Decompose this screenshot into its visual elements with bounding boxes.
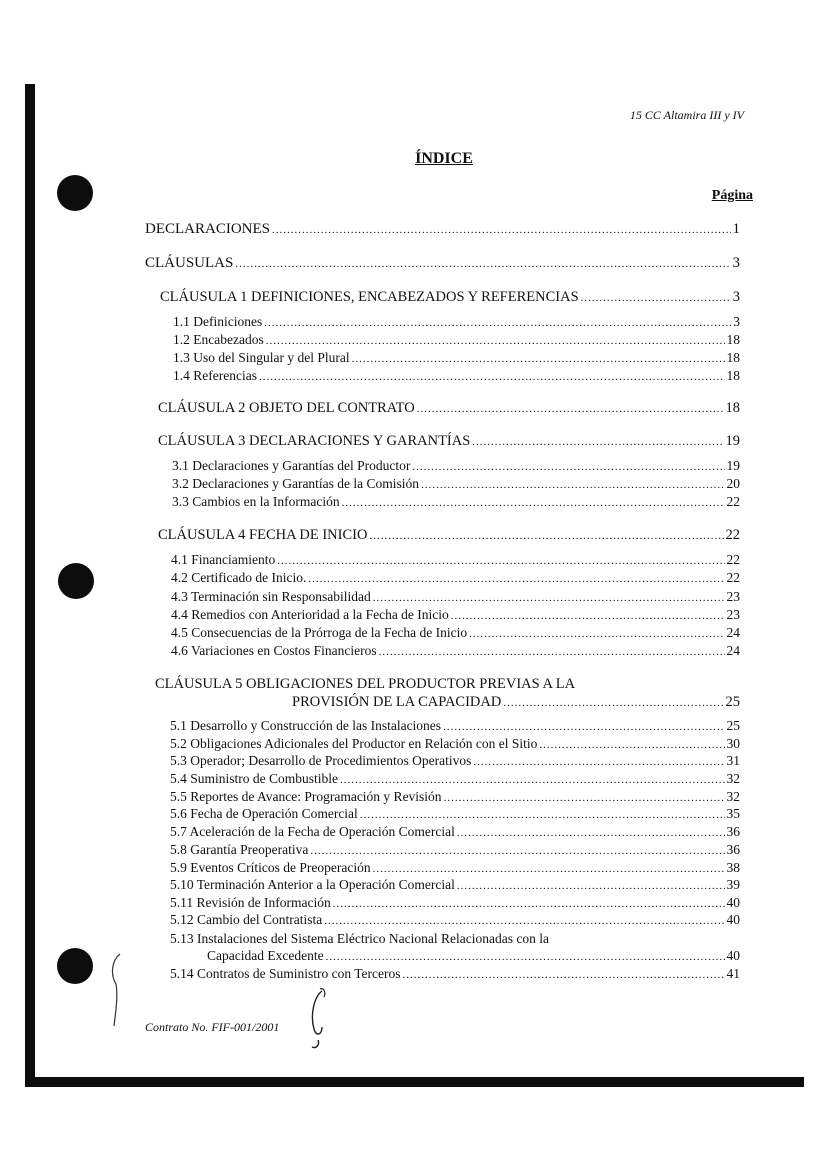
toc-entry-1-1[interactable] — [173, 314, 740, 330]
toc-entry-3-2[interactable] — [172, 476, 740, 492]
toc-entry-title: 1.3 Uso del Singular y del Plural — [173, 350, 350, 365]
toc-entry-5-8[interactable] — [170, 842, 740, 858]
toc-entry-title: CLÁUSULA 3 DECLARACIONES Y GARANTÍAS — [158, 433, 471, 449]
toc-entry-4-1[interactable] — [171, 552, 740, 568]
toc-entry-5-10[interactable] — [170, 877, 740, 893]
toc-entry-title: 5.8 Garantía Preoperativa — [170, 842, 309, 857]
toc-entry-1-3[interactable] — [173, 350, 740, 366]
toc-entry-3-1[interactable] — [172, 458, 740, 474]
toc-entry-page: 23 — [726, 589, 740, 604]
toc-entry-title: 5.14 Contratos de Suministro con Terceros — [170, 966, 401, 981]
toc-entry-page: 22 — [725, 527, 740, 543]
toc-entry-5-13[interactable] — [207, 948, 740, 964]
toc-entry-page: 39 — [726, 877, 740, 892]
toc-entry-title: 5.2 Obligaciones Adicionales del Productor en Relación con el Sitio — [170, 736, 538, 751]
toc-entry-5-13-line1: 5.13 Instalaciones del Sistema Eléctrico Nacional Relacionadas con la — [170, 931, 549, 946]
toc-entry-5-7[interactable] — [170, 824, 740, 840]
toc-entry-title: 5.10 Terminación Anterior a la Operación Comercial — [170, 877, 455, 892]
toc-entry-title: 5.9 Eventos Críticos de Preoperación — [170, 860, 371, 875]
toc-entry-5-12[interactable] — [170, 912, 740, 928]
toc-entry-title: 1.2 Encabezados — [173, 332, 264, 347]
toc-entry-clausula-2[interactable] — [158, 400, 740, 417]
punch-hole-middle — [58, 563, 94, 599]
toc-entry-title: Capacidad Excedente — [207, 948, 324, 963]
toc-entry-4-3[interactable] — [171, 589, 740, 605]
toc-entry-page: 18 — [726, 368, 740, 383]
toc-entry-title: 4.2 Certificado de Inicio. — [171, 570, 307, 585]
page-column-label: Página — [711, 188, 753, 203]
toc-entry-page: 32 — [726, 771, 740, 786]
toc-entry-page: 40 — [726, 948, 740, 963]
toc-entry-page: 19 — [725, 433, 740, 449]
toc-entry-5-14[interactable] — [170, 966, 740, 982]
toc-entry-title: CLÁUSULA 2 OBJETO DEL CONTRATO — [158, 400, 415, 416]
toc-entry-title: 5.5 Reportes de Avance: Programación y Revisión — [170, 789, 442, 804]
toc-entry-page: 18 — [725, 400, 740, 416]
scan-border-left — [25, 84, 35, 1087]
punch-hole-top — [57, 175, 93, 211]
toc-entry-page: 20 — [726, 476, 740, 491]
toc-entry-page: 36 — [726, 824, 740, 839]
toc-entry-title: 5.4 Suministro de Combustible — [170, 771, 339, 786]
toc-entry-title: CLÁUSULA 1 DEFINICIONES, ENCABEZADOS Y REFERENCIAS — [160, 289, 579, 305]
handwritten-initials-icon — [300, 985, 340, 1055]
toc-entry-page: 22 — [726, 552, 740, 567]
document-reference: 15 CC Altamira III y IV — [629, 108, 744, 122]
toc-entry-page: 24 — [726, 625, 740, 640]
toc-entry-page: 25 — [726, 718, 740, 733]
toc-entry-page: 22 — [726, 570, 740, 585]
toc-entry-page: 18 — [726, 350, 740, 365]
toc-entry-page: 24 — [726, 643, 740, 658]
toc-entry-1-4[interactable] — [173, 368, 740, 384]
toc-entry-title: 4.1 Financiamiento — [171, 552, 276, 567]
toc-entry-page: 41 — [726, 966, 740, 981]
toc-entry-page: 3 — [732, 289, 740, 305]
toc-entry-title: CLÁUSULAS — [145, 255, 234, 271]
toc-entry-5-11[interactable] — [170, 895, 740, 911]
toc-entry-clausula-1[interactable] — [160, 289, 740, 306]
toc-entry-title: 4.4 Remedios con Anterioridad a la Fecha de Inicio — [171, 607, 449, 622]
toc-entry-4-5[interactable] — [171, 625, 740, 641]
toc-entry-5-5[interactable] — [170, 789, 740, 805]
toc-entry-5-4[interactable] — [170, 771, 740, 787]
toc-entry-clausula-3[interactable] — [158, 433, 740, 450]
toc-entry-page: 40 — [726, 912, 740, 927]
toc-entry-clausula-4[interactable] — [158, 527, 740, 544]
toc-entry-page: 23 — [726, 607, 740, 622]
toc-entry-title: 4.5 Consecuencias de la Prórroga de la Fecha de Inicio — [171, 625, 468, 640]
toc-entry-title: 4.3 Terminación sin Responsabilidad — [171, 589, 371, 604]
toc-entry-clausulas[interactable] — [145, 255, 740, 272]
contract-number: Contrato No. FIF-001/2001 — [145, 1020, 280, 1034]
toc-entry-clausula-5[interactable] — [292, 694, 740, 711]
toc-entry-page: 31 — [726, 753, 740, 768]
toc-entry-3-3[interactable] — [172, 494, 740, 510]
toc-entry-declaraciones[interactable] — [145, 221, 740, 238]
toc-entry-4-4[interactable] — [171, 607, 740, 623]
toc-entry-page: 3 — [733, 314, 740, 329]
toc-entry-title: 3.2 Declaraciones y Garantías de la Comisión — [172, 476, 420, 491]
toc-entry-page: 32 — [726, 789, 740, 804]
toc-entry-title: 3.3 Cambios en la Información — [172, 494, 340, 509]
toc-entry-page: 30 — [726, 736, 740, 751]
toc-entry-title: 5.3 Operador; Desarrollo de Procedimientos Operativos — [170, 753, 472, 768]
toc-entry-page: 35 — [726, 806, 740, 821]
toc-entry-page: 25 — [725, 694, 740, 710]
toc-entry-page: 38 — [726, 860, 740, 875]
toc-entry-page: 18 — [726, 332, 740, 347]
toc-entry-title: 5.6 Fecha de Operación Comercial — [170, 806, 358, 821]
toc-entry-title: 5.12 Cambio del Contratista — [170, 912, 323, 927]
toc-entry-title: CLÁUSULA 4 FECHA DE INICIO — [158, 527, 368, 543]
toc-entry-title: 5.7 Aceleración de la Fecha de Operación Comercial — [170, 824, 455, 839]
page-title: ÍNDICE — [415, 150, 473, 167]
toc-entry-5-2[interactable] — [170, 736, 740, 752]
toc-entry-title: 1.4 Referencias — [173, 368, 257, 383]
toc-entry-5-3[interactable] — [170, 753, 740, 769]
scan-border-bottom — [25, 1077, 804, 1087]
toc-entry-title: PROVISIÓN DE LA CAPACIDAD — [292, 694, 502, 710]
toc-entry-page: 19 — [726, 458, 740, 473]
toc-entry-page: 36 — [726, 842, 740, 857]
toc-entry-page: 3 — [732, 255, 740, 271]
toc-entry-4-2[interactable] — [171, 570, 740, 586]
toc-entry-title: 1.1 Definiciones — [173, 314, 263, 329]
toc-entry-clausula-5-line1: CLÁUSULA 5 OBLIGACIONES DEL PRODUCTOR PREVIAS A LA — [155, 676, 576, 692]
toc-entry-4-6[interactable] — [171, 643, 740, 659]
toc-entry-5-9[interactable] — [170, 860, 740, 876]
toc-entry-title: 5.1 Desarrollo y Construcción de las Instalaciones — [170, 718, 442, 733]
toc-entry-title: 4.6 Variaciones en Costos Financieros — [171, 643, 377, 658]
toc-entry-page: 40 — [726, 895, 740, 910]
toc-entry-title: DECLARACIONES — [145, 221, 271, 237]
toc-entry-5-1[interactable] — [170, 718, 740, 734]
toc-entry-page: 22 — [726, 494, 740, 509]
toc-entry-title: 5.11 Revisión de Información — [170, 895, 331, 910]
toc-entry-1-2[interactable] — [173, 332, 740, 348]
punch-hole-bottom — [57, 948, 93, 984]
margin-mark-icon — [104, 950, 130, 1030]
toc-entry-page: 1 — [732, 221, 740, 237]
toc-entry-5-6[interactable] — [170, 806, 740, 822]
toc-entry-title: 3.1 Declaraciones y Garantías del Productor — [172, 458, 411, 473]
